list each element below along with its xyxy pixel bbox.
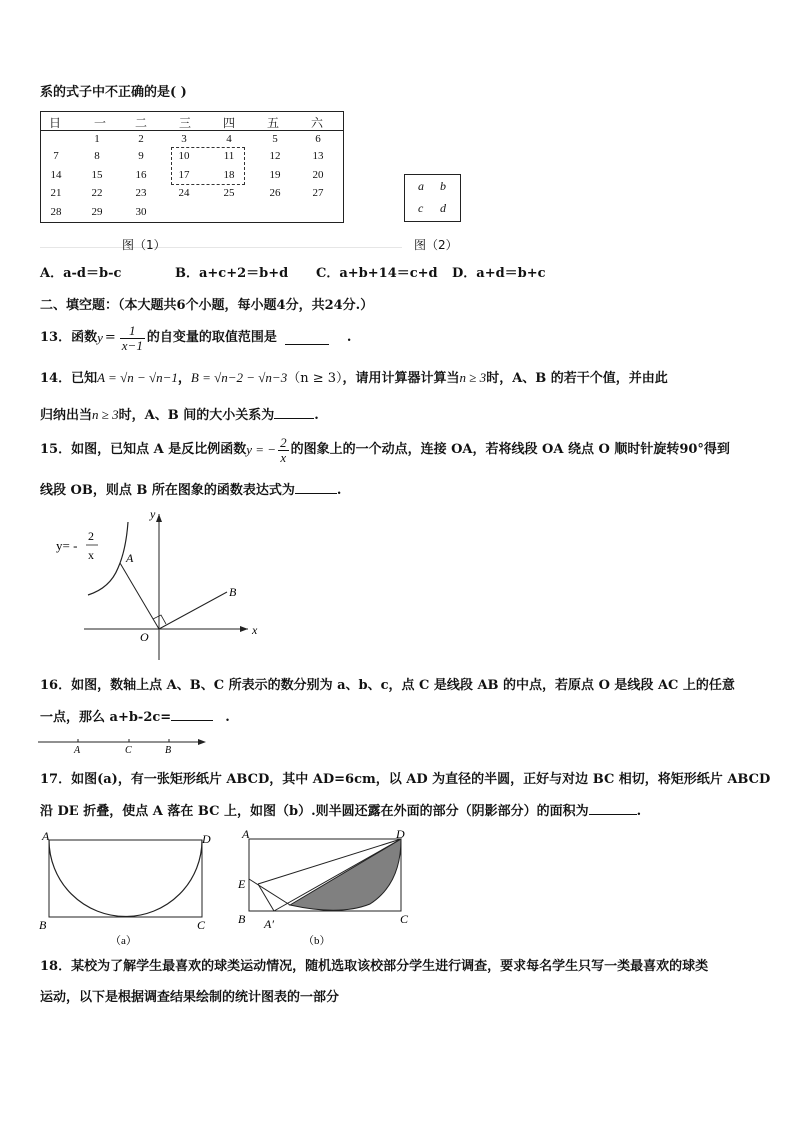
q15-denominator: x	[280, 449, 287, 465]
q13-numerator: 1	[120, 324, 145, 339]
label-x-axis: x	[252, 623, 258, 637]
fig-a-label-B: B	[39, 918, 47, 932]
q15-func-lhs: y = −	[246, 442, 277, 457]
calendar-day-cell: 10	[178, 150, 190, 162]
calendar-day-cell: 13	[312, 150, 324, 162]
calendar-day-cell: 3	[181, 133, 187, 145]
caption-figure-1: 图（1）	[122, 238, 166, 252]
calendar-day-cell: 17	[178, 169, 190, 181]
calendar-header-wed: 三	[179, 116, 192, 130]
question-15-line-2	[40, 481, 341, 500]
q13-prefix: 13．函数	[40, 330, 98, 345]
calendar-header-sat: 六	[311, 116, 324, 130]
segment-EA1	[258, 884, 274, 911]
calendar-day-cell: 25	[223, 187, 235, 199]
number-line	[38, 733, 210, 755]
q12-option-c: C．a+b+14＝c+d	[316, 266, 438, 281]
q14-end: .	[314, 408, 319, 423]
calendar-figure	[40, 111, 344, 223]
calendar-header-sun: 日	[49, 116, 62, 130]
question-16-line-1: 16．如图，数轴上点 A、B、C 所表示的数分别为 a、b、c，点 C 是线段 AB 的中点，若原点 O 是线段 AC 上的任意	[40, 678, 735, 693]
calendar-day-cell: 5	[272, 133, 278, 145]
calendar-day-cell: 18	[223, 169, 235, 181]
q13-denominator: x−1	[121, 337, 143, 353]
q13-fraction	[120, 324, 145, 353]
question-16-line-2	[40, 708, 230, 727]
q13-eq: =	[104, 330, 116, 345]
label-O: O	[140, 630, 149, 644]
q14-answer-blank[interactable]	[274, 406, 314, 419]
q14-a-expr: A = √n − √n−1	[97, 370, 178, 385]
calendar-day-cell: 19	[269, 169, 281, 181]
question-15-line-1	[40, 432, 730, 468]
calendar-header-fri: 五	[267, 116, 280, 130]
q13-end: .	[346, 330, 352, 345]
calendar-day-cell: 29	[91, 206, 103, 218]
q16-end: .	[225, 710, 230, 725]
fig-b-label-E: E	[238, 877, 246, 891]
question-18-line-1: 18．某校为了解学生最喜欢的球类运动情况，随机选取该校部分学生进行调查，要求每名学生只写一类最喜欢的球类	[40, 959, 709, 974]
fig-b-label-D: D	[396, 827, 405, 841]
x-axis-arrow	[240, 626, 248, 632]
q16-line2: 一点，那么 a+b-2c=	[40, 710, 172, 725]
box-c: c	[418, 201, 424, 215]
q13-suffix: 的自变量的取值范围是	[146, 330, 277, 345]
q14-line2-tail: 时，A、B 间的大小关系为	[118, 408, 275, 423]
fig-a-label-C: C	[197, 918, 206, 932]
calendar-day-cell: 21	[50, 187, 62, 199]
q17-answer-blank[interactable]	[589, 802, 637, 815]
shaded-region	[290, 839, 401, 910]
label-point-B: B	[165, 745, 172, 755]
box-a: a	[418, 179, 424, 193]
q16-answer-blank[interactable]	[171, 708, 213, 721]
question-14-line-1: 14．已知A = √n − √n−1，B = √n−2 − √n−3（n ≥ 3），请用计算器计算当n ≥ 3时，A、B 的若干个值，并由此	[40, 370, 668, 386]
func-label-den: x	[88, 548, 94, 562]
calendar-day-cell: 7	[53, 150, 59, 162]
q15-prefix: 15．如图，已知点 A 是反比例函数	[40, 442, 247, 457]
fig-b-label-C: C	[400, 912, 409, 926]
calendar-day-cell: 16	[135, 169, 147, 181]
box-b: b	[440, 179, 446, 193]
calendar-day-cell: 15	[91, 169, 103, 181]
q14-prefix: 14．已知	[40, 371, 98, 386]
calendar-header-thu: 四	[223, 116, 236, 130]
calendar-header-tue: 二	[135, 116, 148, 130]
q13-y: y	[97, 330, 103, 345]
calendar-day-cell: 8	[94, 150, 100, 162]
q15-answer-blank[interactable]	[295, 481, 337, 494]
question-17-line-1: 17．如图(a)，有一张矩形纸片 ABCD，其中 AD=6cm，以 AD 为直径的半圆，正好与对边 BC 相切，将矩形纸片 ABCD	[40, 772, 771, 787]
q17-end: .	[636, 804, 642, 819]
box-d: d	[440, 201, 446, 215]
q12-option-d: D．a+d＝b+c	[452, 266, 546, 281]
calendar-day-cell: 4	[226, 133, 232, 145]
calendar-day-cell: 24	[178, 187, 190, 199]
q14-b-expr: B = √n−2 − √n−3	[190, 370, 288, 385]
calendar-day-cell: 9	[138, 150, 144, 162]
q12-option-a: A．a-d＝b-c	[40, 266, 122, 281]
fig-a-label-A: A	[42, 829, 50, 843]
q15-numerator: 2	[280, 434, 287, 450]
calendar-day-cell: 28	[50, 206, 62, 218]
label-A: A	[126, 551, 134, 565]
q12-stem: 系的式子中不正确的是( )	[40, 85, 187, 100]
q15-line1-tail: 的图象上的一个动点，连接 OA，若将线段 OA 绕点 O 顺时针旋转90°得到	[290, 442, 730, 457]
calendar-day-cell: 2	[138, 133, 144, 145]
figure-b	[230, 824, 420, 952]
section-2-heading: 二、填空题：（本大题共6个小题，每小题4分，共24分.）	[40, 298, 374, 313]
q15-line2: 线段 OB，则点 B 所在图象的函数表达式为	[40, 483, 295, 498]
calendar-day-cell: 23	[135, 187, 147, 199]
figure-baseline	[40, 247, 402, 248]
calendar-day-cell: 6	[315, 133, 321, 145]
q13-answer-blank[interactable]	[285, 332, 329, 345]
q14-cond2: n ≥ 3	[459, 370, 487, 385]
caption-figure-2: 图（2）	[414, 238, 458, 252]
question-14-line-2	[40, 406, 319, 425]
q17-line2: 沿 DE 折叠，使点 A 落在 BC 上，如图（b）.则半圆还露在外面的部分（阴影部分）的面积为	[40, 804, 589, 819]
fig-b-label-B: B	[238, 912, 246, 926]
figure-a	[34, 826, 220, 950]
func-label-num: 2	[88, 529, 94, 543]
label-point-C: C	[125, 745, 132, 755]
calendar-day-cell: 30	[135, 206, 147, 218]
label-B: B	[229, 585, 237, 599]
calendar-header-divider	[41, 130, 343, 131]
question-18-line-2: 运动，以下是根据调查结果绘制的统计图表的一部分	[40, 990, 340, 1005]
fig-a-caption: （a）	[110, 935, 137, 947]
label-point-A: A	[74, 745, 81, 755]
segment-OB	[159, 592, 227, 629]
calendar-day-cell: 26	[269, 187, 281, 199]
q14-line2-prefix: 归纳出当	[40, 408, 93, 423]
hyperbola-curve	[88, 522, 128, 595]
question-13	[40, 320, 351, 356]
q15-fraction	[278, 436, 289, 465]
calendar-day-cell: 27	[312, 187, 324, 199]
calendar-day-cell: 20	[312, 169, 324, 181]
number-line-arrow	[198, 739, 206, 745]
calendar-day-cell: 14	[50, 169, 62, 181]
q15-graph	[40, 500, 280, 665]
q15-end: .	[336, 483, 342, 498]
calendar-day-cell: 12	[269, 150, 281, 162]
segment-inner	[249, 879, 290, 905]
func-label-lhs: y= -	[56, 538, 78, 553]
label-y-axis: y	[150, 507, 156, 521]
dashed-selection-box	[171, 147, 245, 185]
q14-tail: 时，A、B 的若干个值，并由此	[486, 371, 668, 386]
y-axis-arrow	[156, 514, 162, 522]
fig-a-label-D: D	[202, 832, 211, 846]
fig-b-caption: （b）	[303, 935, 331, 947]
q14-mid: ，请用计算器计算当	[342, 371, 460, 386]
rectangle-ABCD-a	[49, 840, 202, 917]
abcd-box	[404, 174, 461, 222]
calendar-day-cell: 11	[223, 150, 235, 162]
fig-b-label-A-prime: A′	[264, 917, 274, 931]
calendar-day-cell: 1	[94, 133, 100, 145]
q12-option-b: B．a+c+2＝b+d	[175, 266, 289, 281]
q14-cond: （n ≥ 3）	[287, 371, 343, 386]
calendar-day-cell: 22	[91, 187, 103, 199]
semicircle-a	[49, 840, 202, 917]
calendar-header-mon: 一	[94, 116, 107, 130]
q14-line2-cond: n ≥ 3	[92, 407, 119, 422]
question-17-line-2	[40, 802, 641, 821]
fig-b-label-A: A	[242, 827, 250, 841]
